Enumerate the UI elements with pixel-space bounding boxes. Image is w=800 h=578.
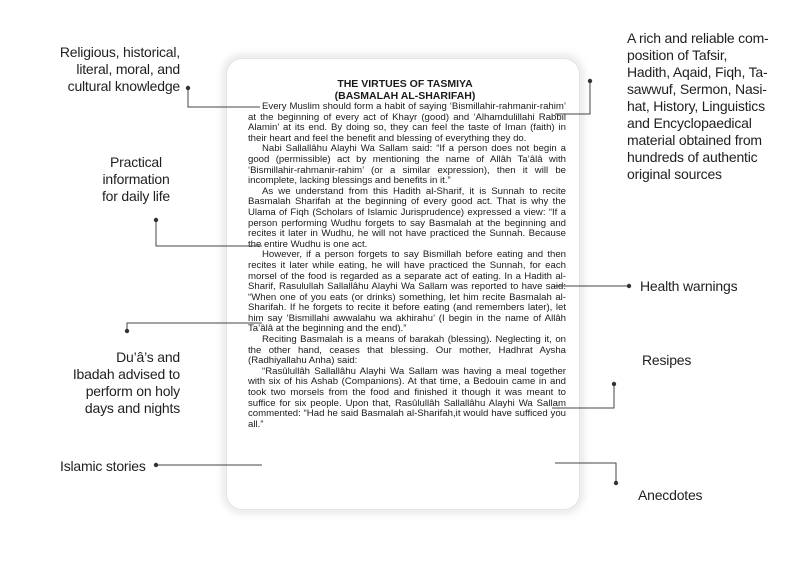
callout-health-warnings: Health warnings [640, 278, 738, 294]
callout-rich-composition: A rich and reliable com- position of Tafsir, Hadith, Aqaid, Fiqh, Ta- sawwuf, Sermon, Nasi- hat, History, Linguistics and Encyclopaedical material obtained from hundreds of authentic original sources [627, 30, 769, 182]
paragraph: As we understand from this Hadith al-Sharif, it is Sunnah to recite Basmalah Sharifah at the beginning of every good act. That is why the Ulama of Fiqh (Scholars of Islamic Jurisprudence) expressed a view: “If a person performing Wudhu forgets to say Basmalah at the beginning and recites it later in Wudhu, he will not have practiced the Sunnah. Because the entire Wudhu is one act. [248, 185, 566, 250]
paragraph: “Rasûlullâh Sallallâhu Alayhi Wa Sallam was having a meal together with six of his Ashab (Companions). At that time, a Bedouin came in and took two morsels from the food and finished it though it was meant to suffice for six people. Upon that, Rasûlullâh Sallallâhu Alayhi Wa Sallam commented: “Had he said Basmalah al-Sharifah,it would have sufficed you all.” [248, 365, 566, 430]
connector-line [552, 384, 614, 408]
paragraph: Every Muslim should form a habit of saying ‘Bismillahir-rahmanir-rahim’ at the beginning of every act of Khayr (good) and ‘Alhamdulillahi Rabbil Alamin’ at its end. By doing so, they can feel the taste of Iman (faith) in their heart and feel the benefit and blessing of everything they do. [248, 101, 566, 144]
connector-dot [627, 284, 631, 288]
connector-dot [588, 79, 592, 83]
title-line-2: (BASMALAH AL-SHARIFAH) [334, 90, 476, 102]
callout-recipes: Resipes [642, 352, 692, 368]
callout-anecdotes: Anecdotes [638, 487, 703, 503]
callout-practical-information: Practical information for daily life [101, 154, 170, 204]
paragraph: Nabi Sallallâhu Alayhi Wa Sallam said: “If a person does not begin a good (permissible) act by mentioning the name of Allâh Ta’âlâ with ‘Bismillahir-rahmanir-rahim’ (or a similar expression), then it will be incomplete, lacking blessings and benefits in it.” [248, 143, 566, 187]
connector-line [127, 323, 262, 331]
connector-dot [614, 481, 618, 485]
connector-line [188, 88, 260, 107]
title-line-1: THE VIRTUES OF TASMIYA [337, 78, 473, 90]
callout-duas-ibadah: Du’â’s and Ibadah advised to perform on holy days and nights [72, 349, 180, 416]
connector-line [555, 463, 616, 483]
callout-islamic-stories: Islamic stories [60, 458, 146, 474]
connector-dot [125, 329, 129, 333]
connector-dot [154, 218, 158, 222]
connector-dot [186, 86, 190, 90]
connector-line [555, 81, 590, 114]
paragraph: Reciting Basmalah is a means of barakah (blessing). Neglecting it, on the other hand, ceases that blessing. Our mother, Hadhrat Aysha (Radhiyallahu Anha) said: [248, 334, 566, 367]
connector-dot [612, 382, 616, 386]
paragraph: However, if a person forgets to say Bismillah before eating and then recites it later while eating, he will have practiced the Sunnah, for each morsel of the food is regarded as a separate act of eating. In a Hadith al-Sharif, Rasulullah Sallallâhu Alayhi Wa Sallam was reported to have said: “When one of you eats (or drinks) something, let him recite Basmalah al-Sharifah. If he forgets to recite it before eating (and remembers later), let him say ‘Bismillahi awwalahu wa akhirahu’ (I begin in the name of Allâh Ta’âlâ at the beginning and the end).” [248, 249, 566, 335]
connector-line [156, 220, 262, 246]
callout-religious-knowledge: Religious, historical, literal, moral, and cultural knowledge [59, 44, 180, 94]
connector-dot [154, 463, 158, 467]
